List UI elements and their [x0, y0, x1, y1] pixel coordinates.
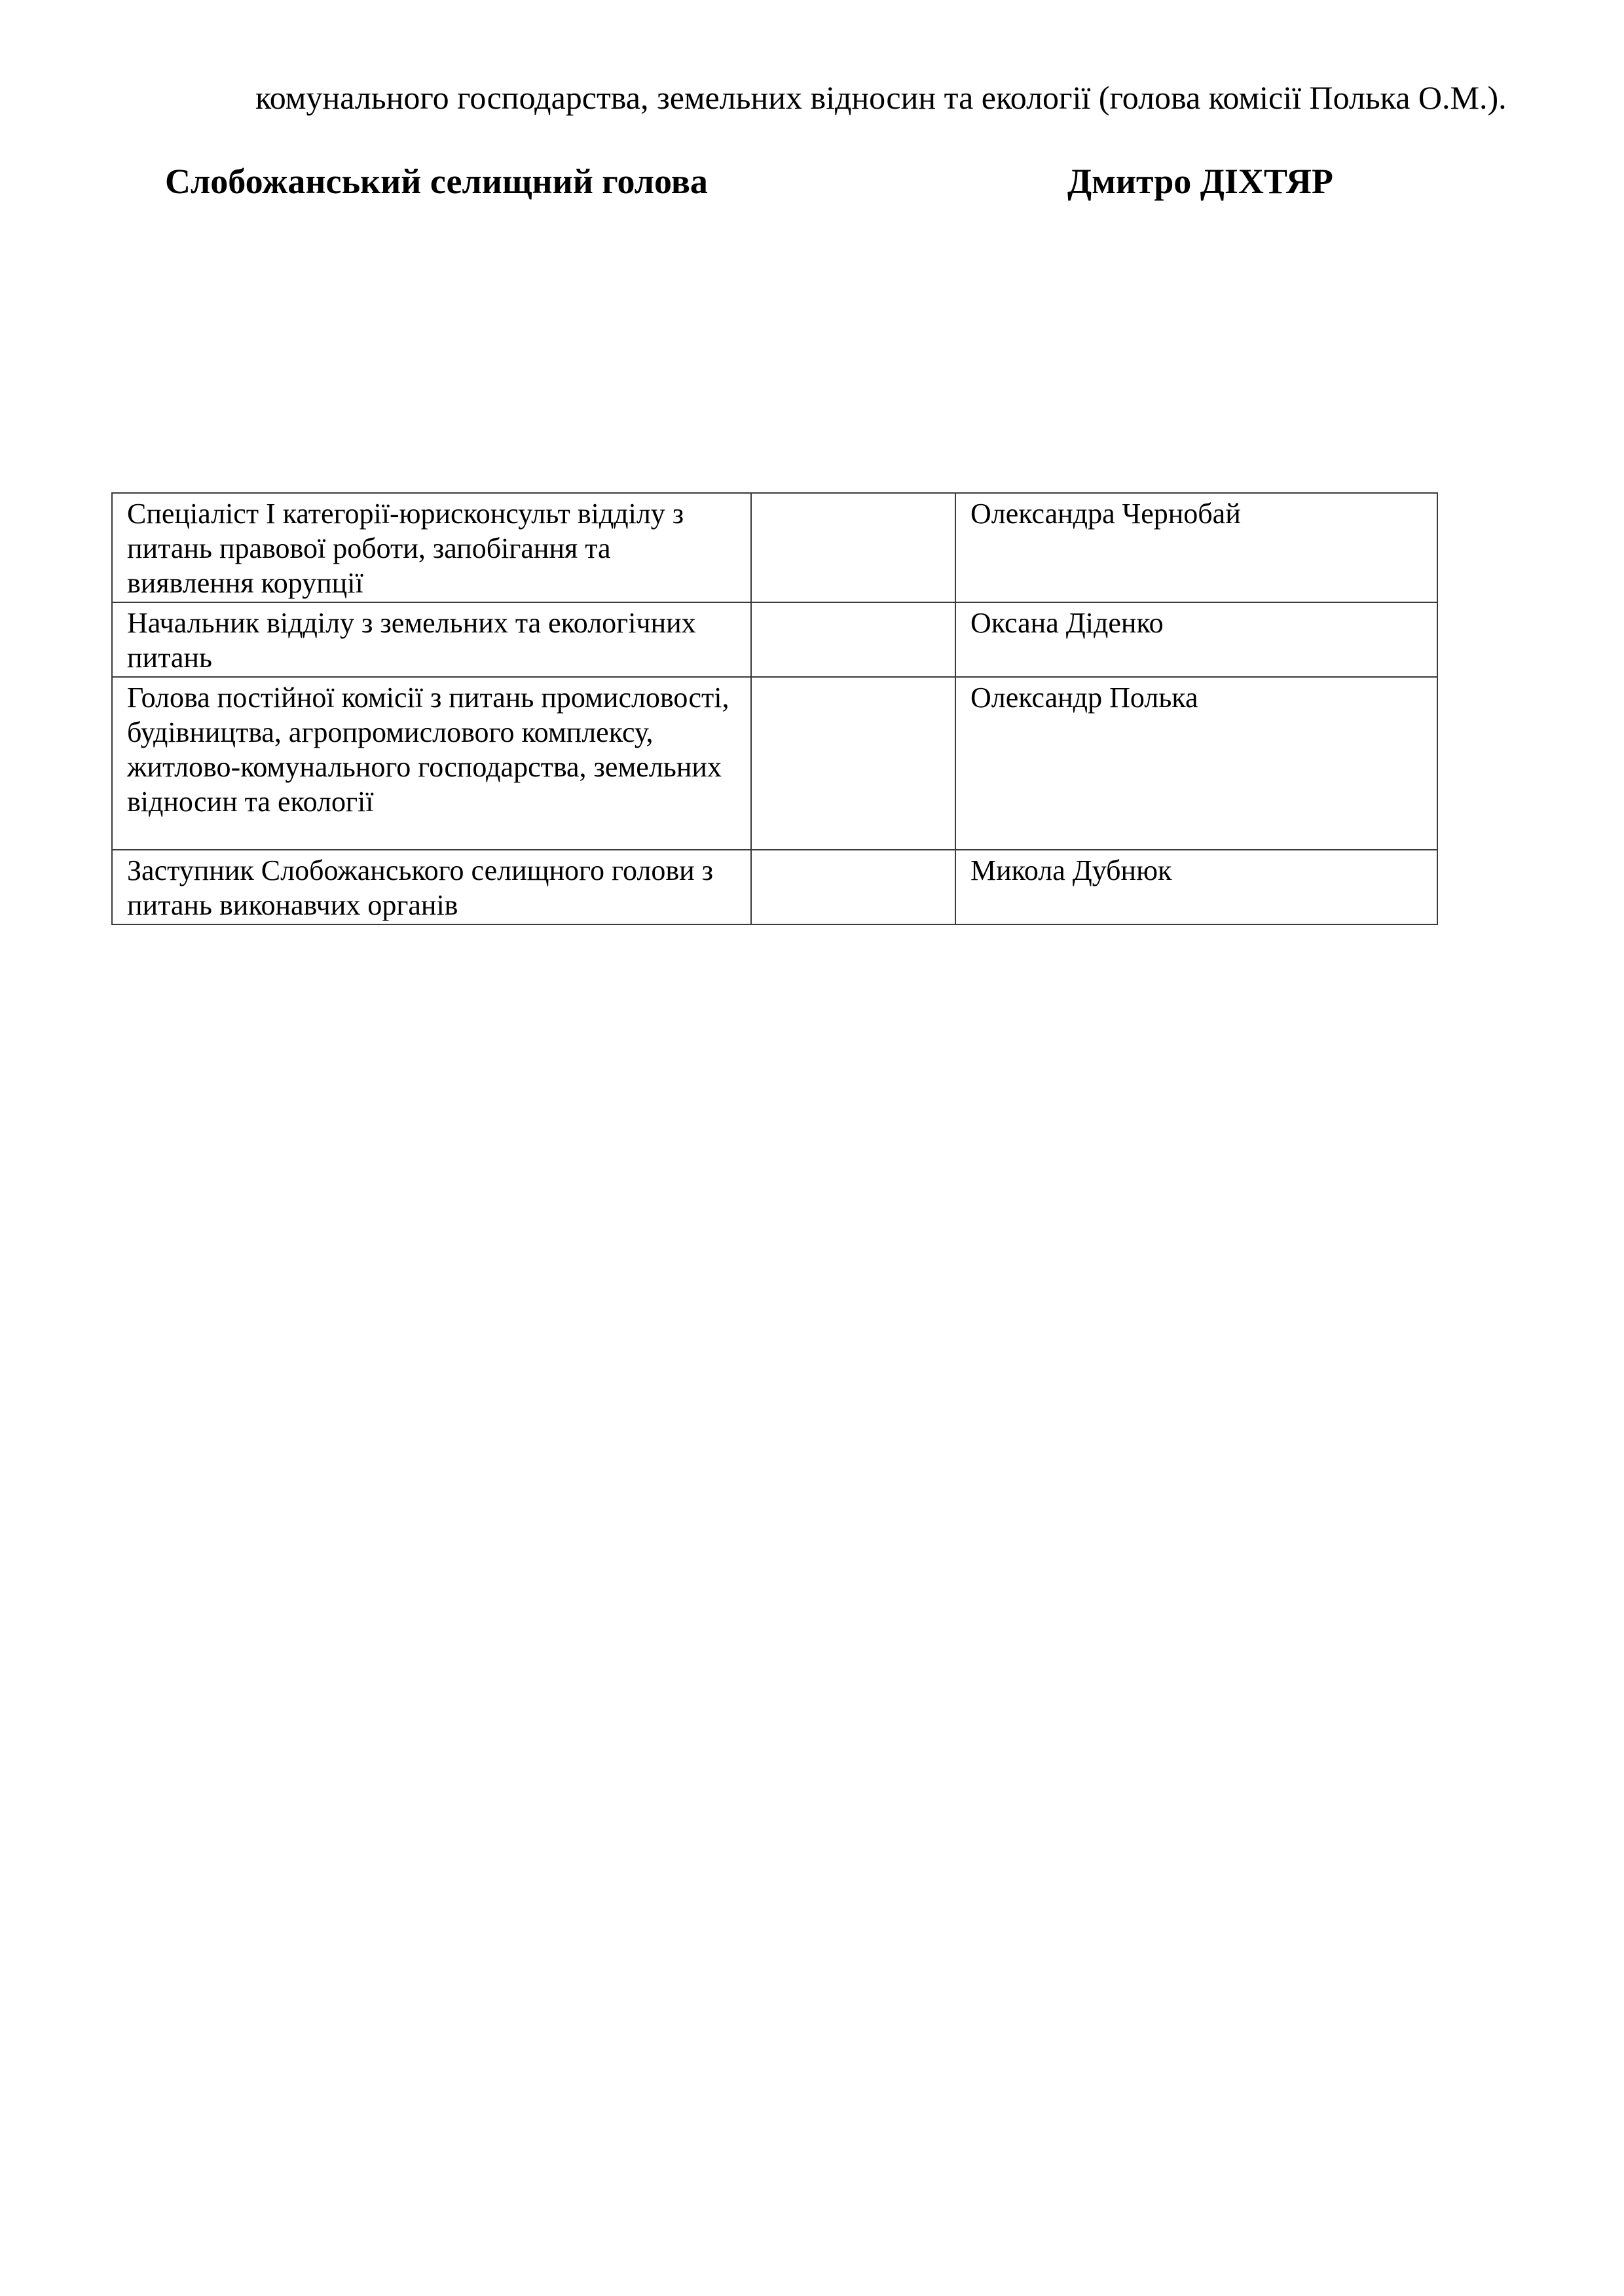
table-row	[112, 493, 1437, 602]
approvals-table	[111, 492, 1438, 925]
signature-cell	[751, 493, 955, 602]
table-row	[112, 850, 1437, 924]
table-row	[112, 602, 1437, 677]
signature-cell	[751, 850, 955, 924]
position-cell: Заступник Слобожанського селищного голови з питань виконавчих органів	[112, 850, 751, 924]
name-cell: Микола Дубнюк	[955, 850, 1437, 924]
signature-title: Слобожанський селищний голова	[165, 162, 708, 201]
position-cell: Спеціаліст І категорії-юрисконсульт відділу з питань правової роботи, запобігання та виявлення корупції	[112, 493, 751, 602]
name-cell: Олександр Полька	[955, 677, 1437, 850]
position-cell: Голова постійної комісії з питань промисловості, будівництва, агропромислового комплексу, житлово-комунального господарства, земельних відносин та екології	[112, 677, 751, 850]
signature-cell	[751, 677, 955, 850]
signature-name: Дмитро ДІХТЯР	[1067, 162, 1333, 201]
position-cell: Начальник відділу з земельних та екологічних питань	[112, 602, 751, 677]
name-cell: Олександра Чернобай	[955, 493, 1437, 602]
signature-cell	[751, 602, 955, 677]
table-row	[112, 677, 1437, 850]
continuation-paragraph: комунального господарства, земельних відносин та екології (голова комісії Полька О.М.).	[255, 79, 1507, 116]
name-cell: Оксана Діденко	[955, 602, 1437, 677]
